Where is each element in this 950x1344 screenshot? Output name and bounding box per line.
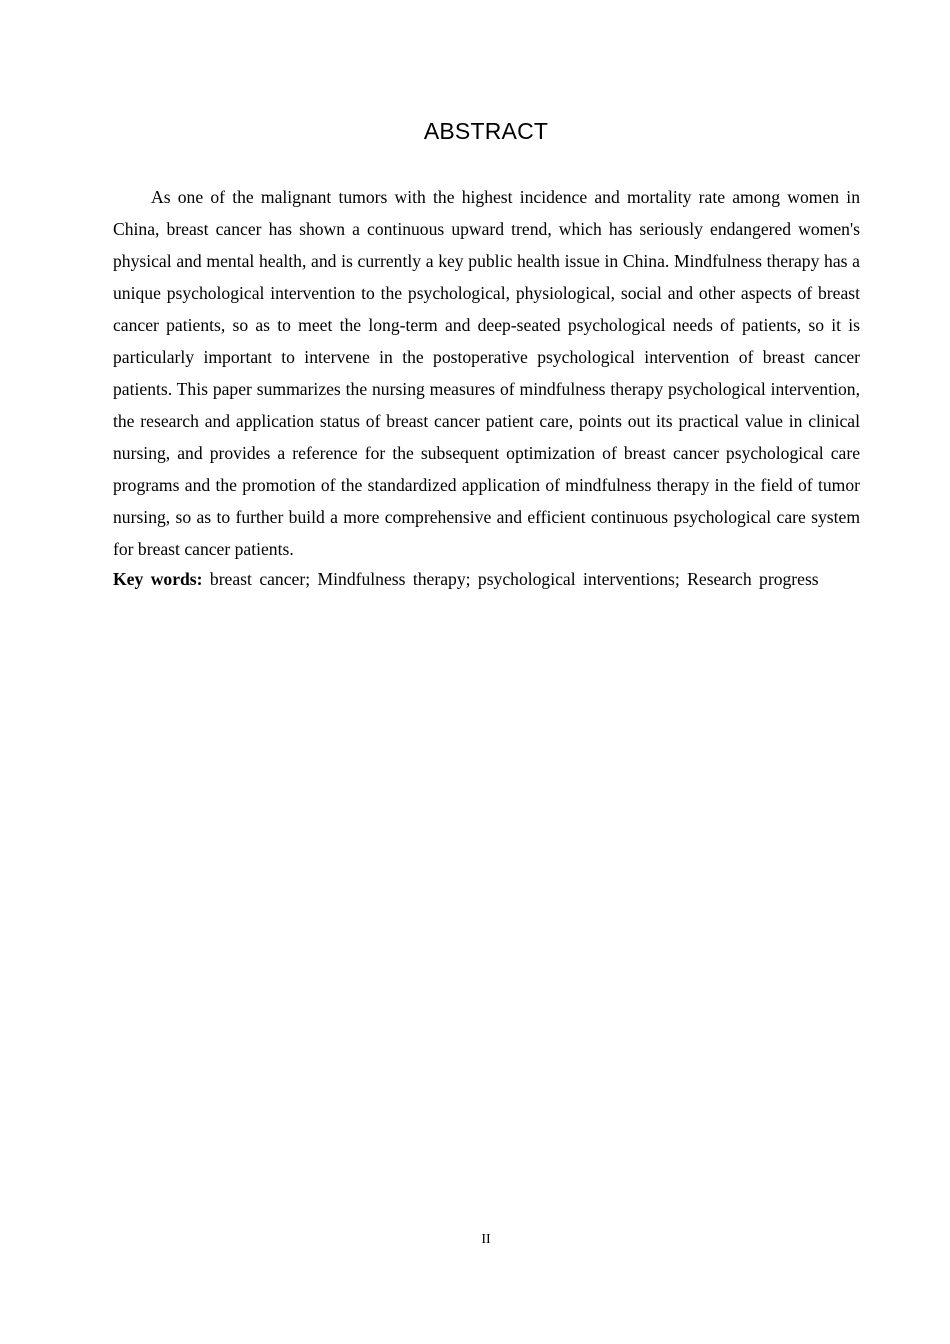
abstract-paragraph: As one of the malignant tumors with the highest incidence and mortality rate among women in China, breast cancer has shown a continuous upward trend, which has seriously endangered women's physical and mental health, and is currently a key public health issue in China. Mindfulness therapy has a unique psychological intervention to the psychological, physiological, social and other aspects of breast cancer patients, so as to meet the long-term and deep-seated psychological needs of patients, so it is particularly important to intervene in the postoperative psychological intervention of breast cancer patients. This paper summarizes the nursing measures of mindfulness therapy psychological intervention, the research and application status of breast cancer patient care, points out its practical value in clinical nursing, and provides a reference for the subsequent optimization of breast cancer psychological care programs and the promotion of the standardized application of mindfulness therapy in the field of tumor nursing, so as to further build a more comprehensive and efficient continuous psychological care system for breast cancer patients.: [113, 187, 860, 559]
keywords-list: breast cancer; Mindfulness therapy; psychological interventions; Research progress: [209, 569, 819, 589]
keywords-line: [113, 564, 819, 595]
page-title: ABSTRACT: [423, 118, 549, 144]
keywords-label: Key words:: [113, 569, 203, 589]
page-number: II: [481, 1232, 491, 1247]
